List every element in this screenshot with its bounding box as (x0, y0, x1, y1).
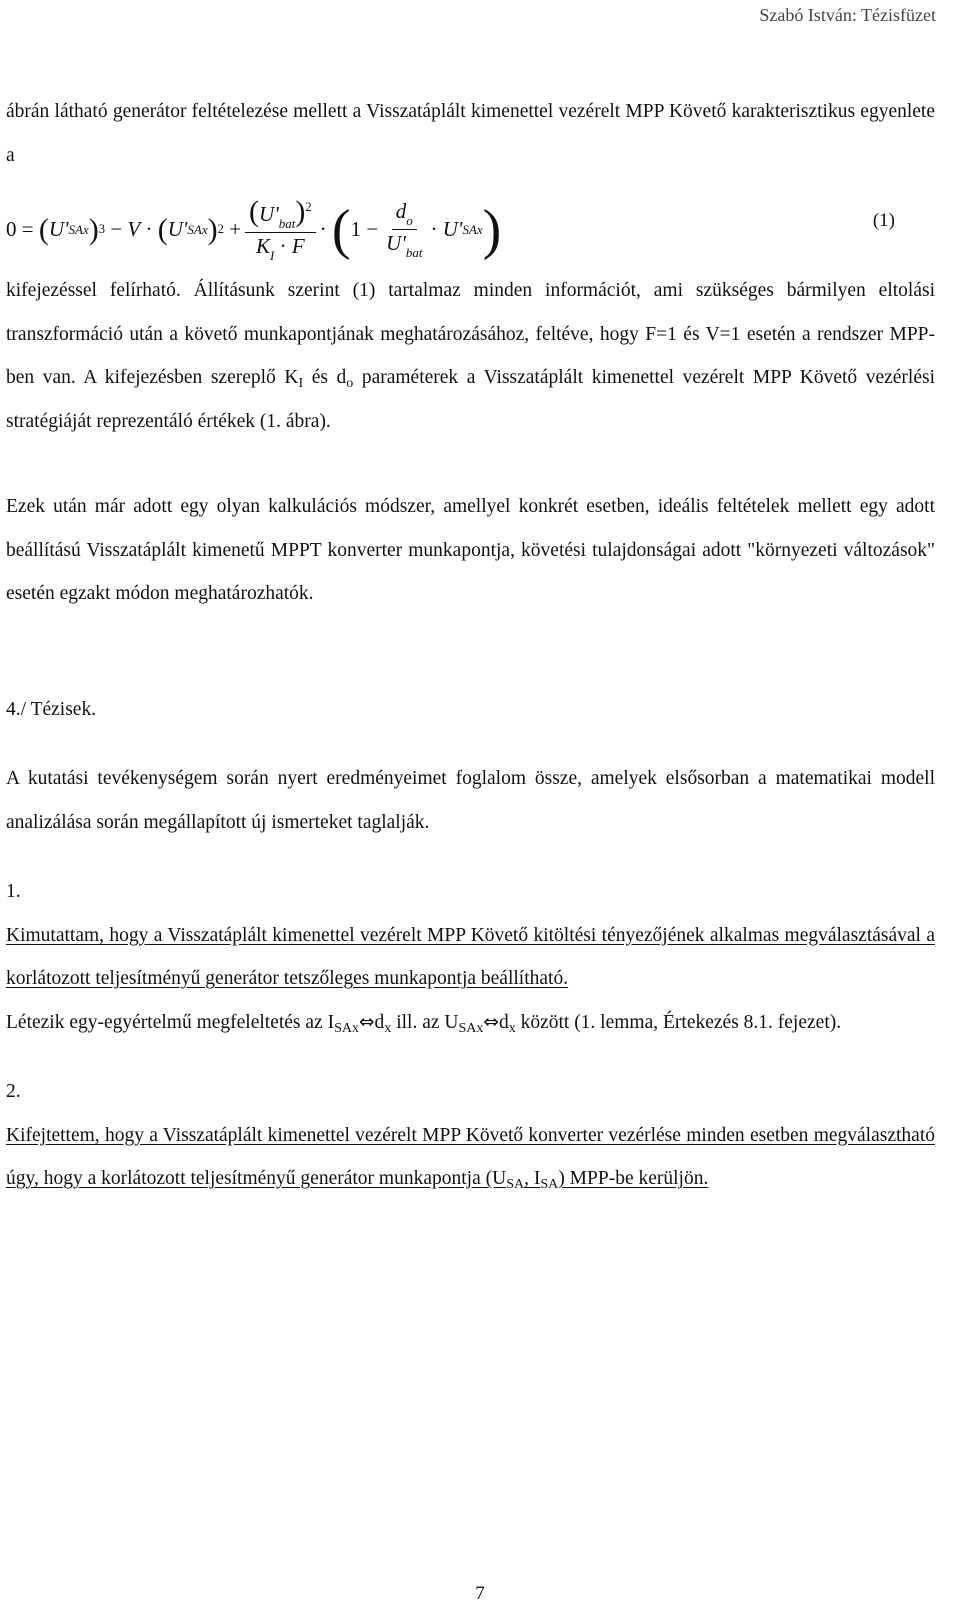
equation-number: (1) (872, 210, 895, 231)
thesis-1-statement: Kimutattam, hogy a Visszatáplált kimenettel vezérelt MPP Követő kitöltési tényezőjének alkalmas megválasztásával a korlátozott teljesítményű generátor tetszőleges munkapontja beállítható. (6, 924, 935, 989)
fraction-kf: $\frac{(U'_{bat})^2}{K_I \cdot F}$ (245, 197, 316, 262)
thesis-2-number: 2. (6, 1081, 21, 1102)
page-header: Szabó István: Tézisfüzet (759, 5, 936, 25)
page-number: 7 (475, 1583, 485, 1604)
double-arrow-icon: ⇔ (483, 1011, 499, 1033)
thesis-1-number: 1. (6, 881, 21, 902)
fraction-do: $\frac{d_o}{U'_{bat}}$ (386, 198, 423, 260)
double-arrow-icon: ⇔ (359, 1011, 375, 1033)
paragraph-statement: kifejezéssel felírható. Állításunk szerint (1) tartalmaz minden információt, ami szükséges bármilyen eltolási transzformáció után a követő munkapontjának meghatározásához, feltéve, hogy F=1 és V=1 esetén a rendszer MPP-ben van. A kifejezésben szereplő $K_I$ és $d_o$ paraméterek a Visszatáplált kimenettel vezérelt MPP Követő vezérlési stratégiáját reprezentáló értékek (1. ábra). (6, 280, 935, 432)
thesis-2-statement: Kifejtettem, hogy a Visszatáplált kimenettel vezérelt MPP Követő konverter vezérlése minden esetben megválasztható úgy, hogy a korlátozott teljesítményű generátor munkapontja ($U_{SA}$, $I_{SA}$) MPP-be kerüljön. (6, 1124, 935, 1192)
document-body (6, 90, 935, 1201)
paragraph-summary: A kutatási tevékenységem során nyert eredményeimet foglalom össze, amelyek elsősorban a matematikai modell analizálása során megállapított új ismerteket taglalják. (6, 768, 935, 833)
intro-paragraph: ábrán látható generátor feltételezése mellett a Visszatáplált kimenettel vezérelt MPP Követő karakterisztikus egyenlete a (6, 101, 935, 166)
characteristic-equation (6, 177, 935, 269)
paragraph-method: Ezek után már adott egy olyan kalkulációs módszer, amellyel konkrét esetben, ideális feltételek mellett egy adott beállítású Visszatáplált kimenetű MPPT konverter munkapontja, követési tulajdonságai adott "környezeti változások" esetén egzakt módon meghatározhatók. (6, 496, 935, 604)
section-title: 4./ Tézisek. (6, 698, 97, 720)
thesis-1-detail: Létezik egy-egyértelmű megfeleltetés az $I_{SAx}\Leftrightarrow d_x$ ill. az $U_{SAx}\Leftrightarrow d_x$ között (1. lemma, Értekezés 8.1. fejezet). (6, 1011, 842, 1036)
equation-row: 0 = ( U' SAx ) 3 − V · ( U' SAx ) 2 + $\frac{(U'_{bat})^2}{K_I \cdot F}$ · ( 1 − $\frac{d_o}{U'_{bat}}$ · U' SAx ) (6, 195, 502, 264)
